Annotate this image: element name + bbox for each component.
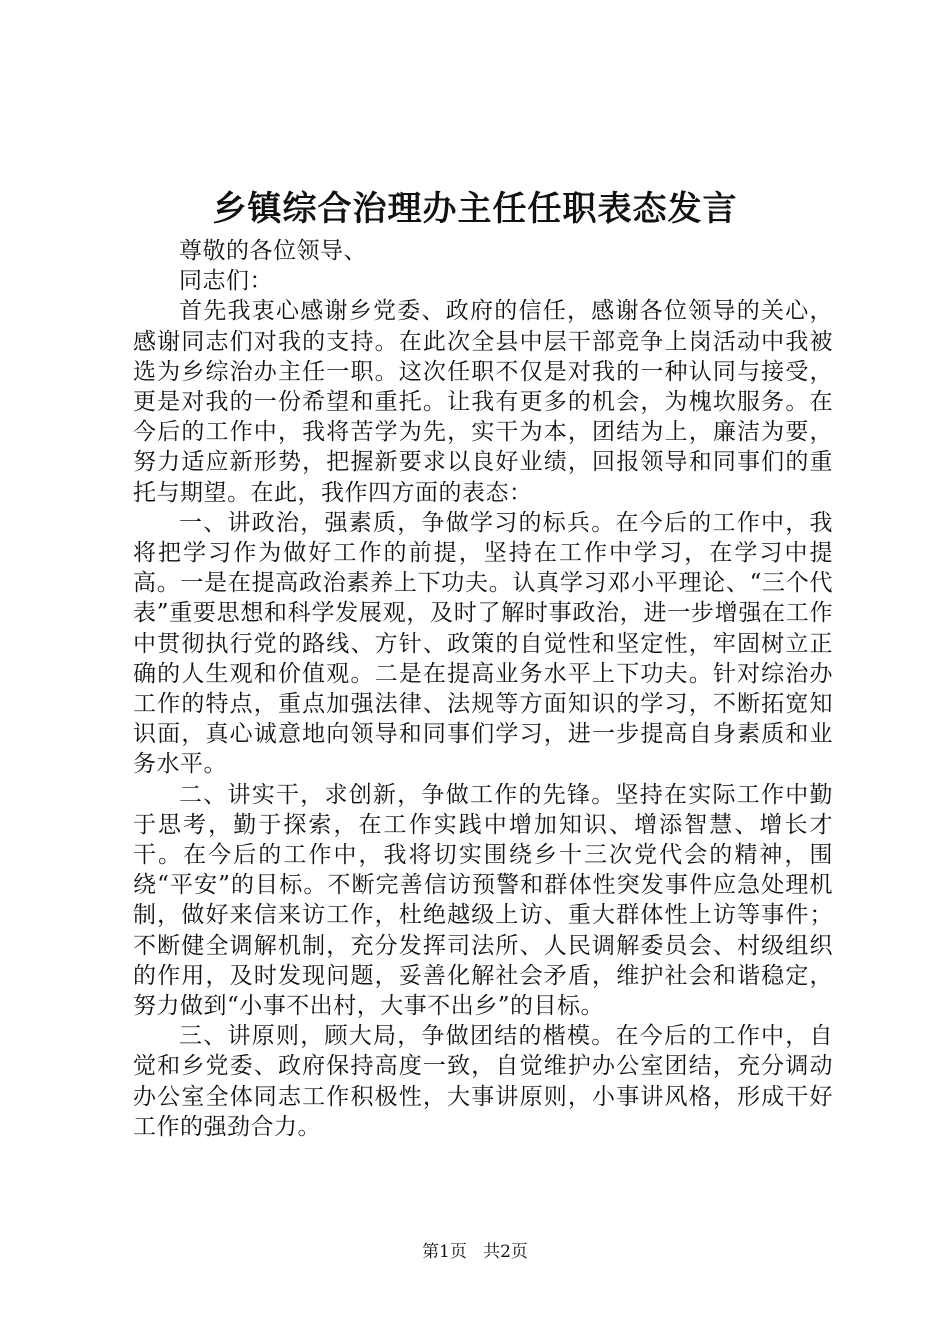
page-total: 共2页	[483, 1242, 528, 1262]
paragraph-point-1: 一、讲政治，强素质，争做学习的标兵。在今后的工作中，我将把学习作为做好工作的前提，坚持在工作中学习，在学习中提高。一是在提高政治素养上下功夫。认真学习邓小平理论、“三个代表”重要思想和科学发展观，及时了解时事政治，进一步增强在工作中贯彻执行党的路线、方针、政策的自觉性和坚定性，牢固树立正确的人生观和价值观。二是在提高业务水平上下功夫。针对综治办工作的特点，重点加强法律、法规等方面知识的学习，不断拓宽知识面，真心诚意地向领导和同事们学习，进一步提高自身素质和业务水平。	[133, 509, 833, 778]
document-title: 乡镇综合治理办主任任职表态发言	[212, 189, 738, 229]
salutation-line-1: 尊敬的各位领导、	[179, 238, 367, 264]
page-number: 第1页	[422, 1242, 467, 1262]
salutation-line-2: 同志们：	[179, 268, 273, 295]
paragraph-point-2: 二、讲实干，求创新，争做工作的先锋。坚持在实际工作中勤于思考，勤于探索，在工作实践中增加知识、增添智慧、增长才干。在今后的工作中，我将切实围绕乡十三次党代会的精神，围绕“平安”的目标。不断完善信访预警和群体性突发事件应急处理机制，做好来信来访工作，杜绝越级上访、重大群体性上访等事件；不断健全调解机制，充分发挥司法所、人民调解委员会、村级组织的作用，及时发现问题，妥善化解社会矛盾，维护社会和谐稳定，努力做到“小事不出村，大事不出乡”的目标。	[133, 781, 833, 1020]
document-body	[133, 236, 833, 1142]
paragraph-point-3: 三、讲原则，顾大局，争做团结的楷模。在今后的工作中，自觉和乡党委、政府保持高度一致，自觉维护办公室团结，充分调动办公室全体同志工作积极性，大事讲原则，小事讲风格，形成干好工作的强劲合力。	[133, 1023, 833, 1140]
paragraph-intro: 首先我衷心感谢乡党委、政府的信任，感谢各位领导的关心，感谢同志们对我的支持。在此次全县中层干部竞争上岗活动中我被选为乡综治办主任一职。这次任职不仅是对我的一种认同与接受，更是对我的一份希望和重托。让我有更多的机会，为槐坎服务。在今后的工作中，我将苦学为先，实干为本，团结为上，廉洁为要，努力适应新形势，把握新要求以良好业绩，回报领导和同事们的重托与期望。在此，我作四方面的表态：	[133, 298, 833, 506]
footer-separator	[472, 1242, 477, 1262]
page-footer	[0, 1240, 950, 1264]
